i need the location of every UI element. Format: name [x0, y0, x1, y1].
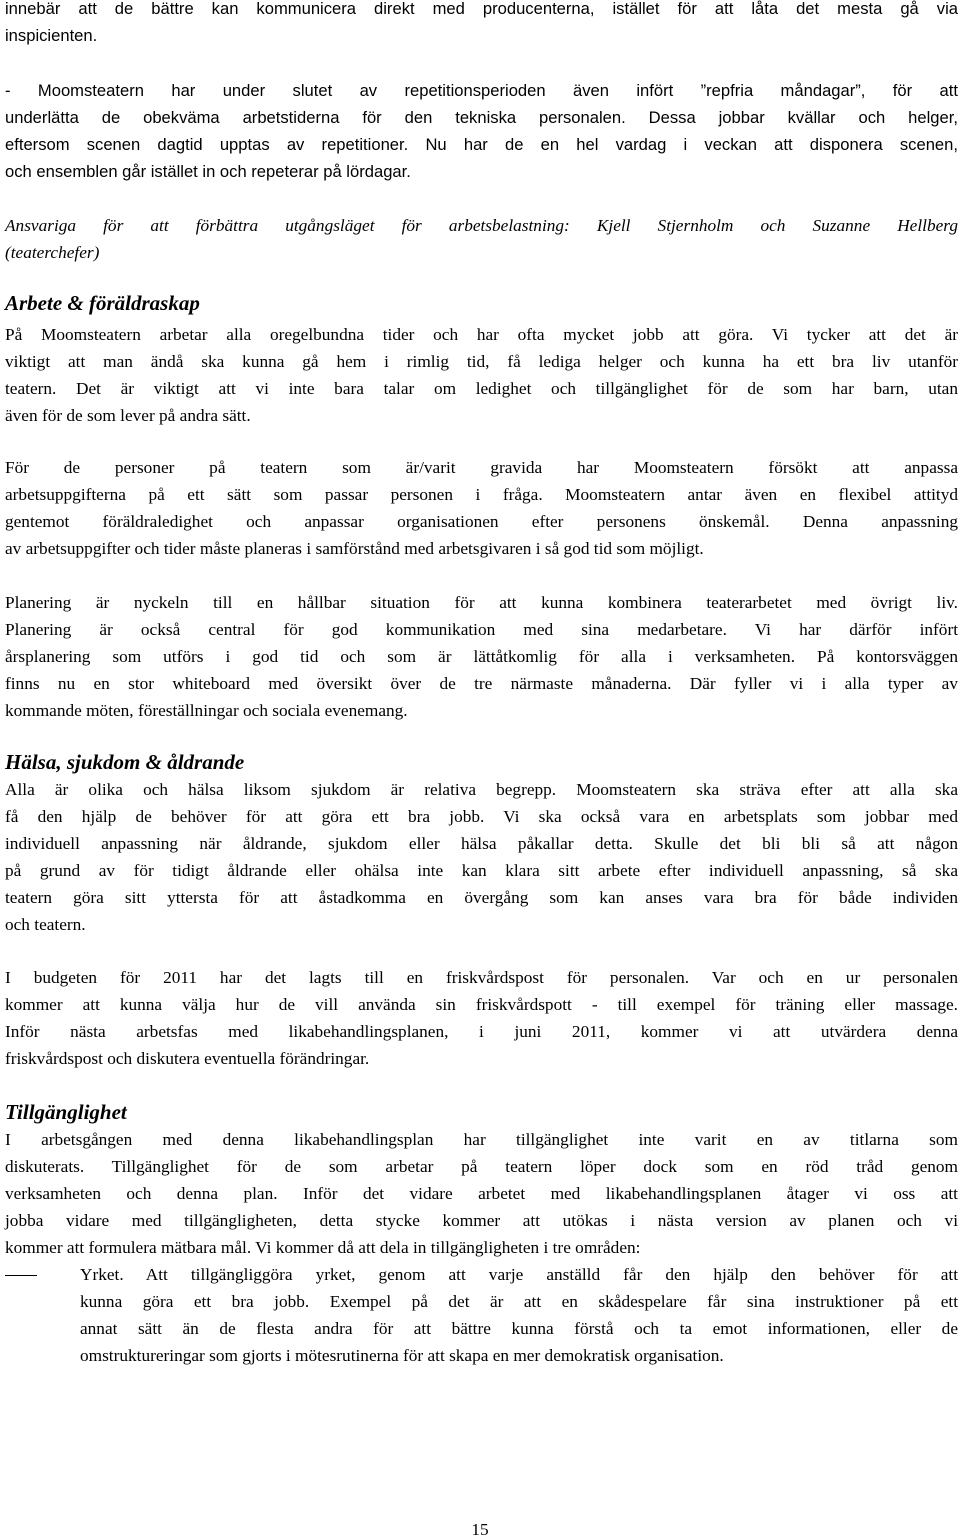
responsible-note: [5, 212, 958, 266]
text-line: gentemot föräldraledighet och anpassar organisationen efter personens önskemål. Denna anpassning: [5, 512, 958, 531]
paragraph: [5, 454, 958, 562]
text-line: Planering är nyckeln till en hållbar situation för att kunna kombinera teaterarbetet med övrigt liv.: [5, 593, 958, 612]
text-line: teatern. Det är viktigt att vi inte bara talar om ledighet och tillgänglighet för de som har barn, utan: [5, 379, 958, 398]
text-line: eftersom scenen dagtid upptas av repetitioner. Nu har de en hel vardag i veckan att disponera scenen,: [5, 135, 958, 154]
text-line: annat sätt än de flesta andra för att bättre kunna förstå och ta emot informationen, eller de: [80, 1319, 958, 1338]
paragraph: [5, 589, 958, 724]
text-line: individuell anpassning när åldrande, sjukdom eller hälsa påkallar detta. Skulle det bli bli så att någon: [5, 834, 958, 853]
text-line: även för de som lever på andra sätt.: [5, 406, 251, 425]
text-line: Planering är också central för god kommunikation med sina medarbetare. Vi har därför infört: [5, 620, 958, 639]
text-line: underlätta de obekväma arbetstiderna för den tekniska personalen. Dessa jobbar kvällar och helger,: [5, 108, 958, 127]
text-line: på grund av för tidigt åldrande eller ohälsa inte kan klara sitt arbete efter individuell anpassning, så ska: [5, 861, 958, 880]
text-line: verksamheten och denna plan. Inför det vidare arbetet med likabehandlingsplanen åtager vi oss att: [5, 1184, 958, 1203]
text-line: innebär att de bättre kan kommunicera direkt med producenterna, istället för att låta det mesta gå via: [5, 0, 958, 18]
intro-paragraph: [5, 0, 958, 49]
paragraph: [5, 776, 958, 938]
text-line: (teaterchefer): [5, 243, 100, 262]
repfria-paragraph: [5, 77, 958, 185]
list-item: [80, 1261, 958, 1369]
text-line: kommer att formulera mätbara mål. Vi kommer då att dela in tillgängligheten i tre områden:: [5, 1238, 641, 1257]
text-line: I budgeten för 2011 har det lagts till en friskvårdspost för personalen. Var och en ur personalen: [5, 968, 958, 987]
text-line: kommer att kunna välja hur de vill använda sin friskvårdspott - till exempel för träning eller massage.: [5, 995, 958, 1014]
text-line: jobba vidare med tillgängligheten, detta stycke kommer att utökas i nästa version av planen och vi: [5, 1211, 958, 1230]
text-line: kommande möten, föreställningar och sociala evenemang.: [5, 701, 408, 720]
text-line: friskvårdspost och diskutera eventuella förändringar.: [5, 1049, 370, 1068]
text-line: För de personer på teatern som är/varit gravida har Moomsteatern försökt att anpassa: [5, 458, 958, 477]
text-line: arbetsuppgifterna på ett sätt som passar personen i fråga. Moomsteatern antar även en flexibel attityd: [5, 485, 958, 504]
text-line: diskuterats. Tillgänglighet för de som arbetar på teatern löper dock som en röd tråd genom: [5, 1157, 958, 1176]
paragraph: [5, 321, 958, 429]
text-line: inspicienten.: [5, 26, 98, 45]
text-line: Ansvariga för att förbättra utgångsläget för arbetsbelastning: Kjell Stjernholm och Suzanne Hellberg: [5, 216, 958, 235]
page-number: 15: [471, 1520, 489, 1539]
text-line: På Moomsteatern arbetar alla oregelbundna tider och har ofta mycket jobb att göra. Vi tycker att det är: [5, 325, 958, 344]
text-line: av arbetsuppgifter och tider måste planeras i samförstånd med arbetsgivaren i så god tid som möjligt.: [5, 539, 704, 558]
text-line: teatern göra sitt yttersta för att åstadkomma en övergång som kan anses vara bra för både individen: [5, 888, 958, 907]
text-line: Yrket. Att tillgängliggöra yrket, genom att varje anställd får den hjälp den behöver för att: [80, 1265, 958, 1284]
text-line: få den hjälp de behöver för att göra ett bra jobb. Vi ska också vara en arbetsplats som jobbar med: [5, 807, 958, 826]
text-line: kunna göra ett bra jobb. Exempel på det är att en skådespelare får sina instruktioner på ett: [80, 1292, 958, 1311]
text-line: årsplanering som utförs i god tid och som är lättåtkomlig för alla i verksamheten. På kontorsväggen: [5, 647, 958, 666]
paragraph: [5, 964, 958, 1072]
section-heading-arbete: Arbete & föräldraskap: [5, 291, 200, 315]
text-line: Inför nästa arbetsfas med likabehandlingsplanen, i juni 2011, kommer vi att utvärdera denna: [5, 1022, 958, 1041]
text-line: och ensemblen går istället in och repeterar på lördagar.: [5, 162, 411, 181]
bullet-dash-icon: [5, 1275, 37, 1276]
text-line: Alla är olika och hälsa liksom sjukdom är relativa begrepp. Moomsteatern ska sträva efter att alla ska: [5, 780, 958, 799]
section-heading-halsa: Hälsa, sjukdom & åldrande: [5, 750, 245, 774]
text-line: viktigt att man ändå ska kunna gå hem i rimlig tid, få lediga helger och kunna ha ett bra liv utanför: [5, 352, 958, 371]
text-line: I arbetsgången med denna likabehandlingsplan har tillgänglighet inte varit en av titlarna som: [5, 1130, 958, 1149]
text-line: - Moomsteatern har under slutet av repetitionsperioden även infört ”repfria måndagar”, för att: [5, 81, 958, 100]
text-line: finns nu en stor whiteboard med översikt över de tre närmaste månaderna. Där fyller vi i alla typer av: [5, 674, 958, 693]
section-heading-tillganglighet: Tillgänglighet: [5, 1100, 127, 1124]
text-line: och teatern.: [5, 915, 86, 934]
text-line: omstruktureringar som gjorts i mötesrutinerna för att skapa en mer demokratisk organisation.: [80, 1346, 724, 1365]
paragraph: [5, 1126, 958, 1261]
